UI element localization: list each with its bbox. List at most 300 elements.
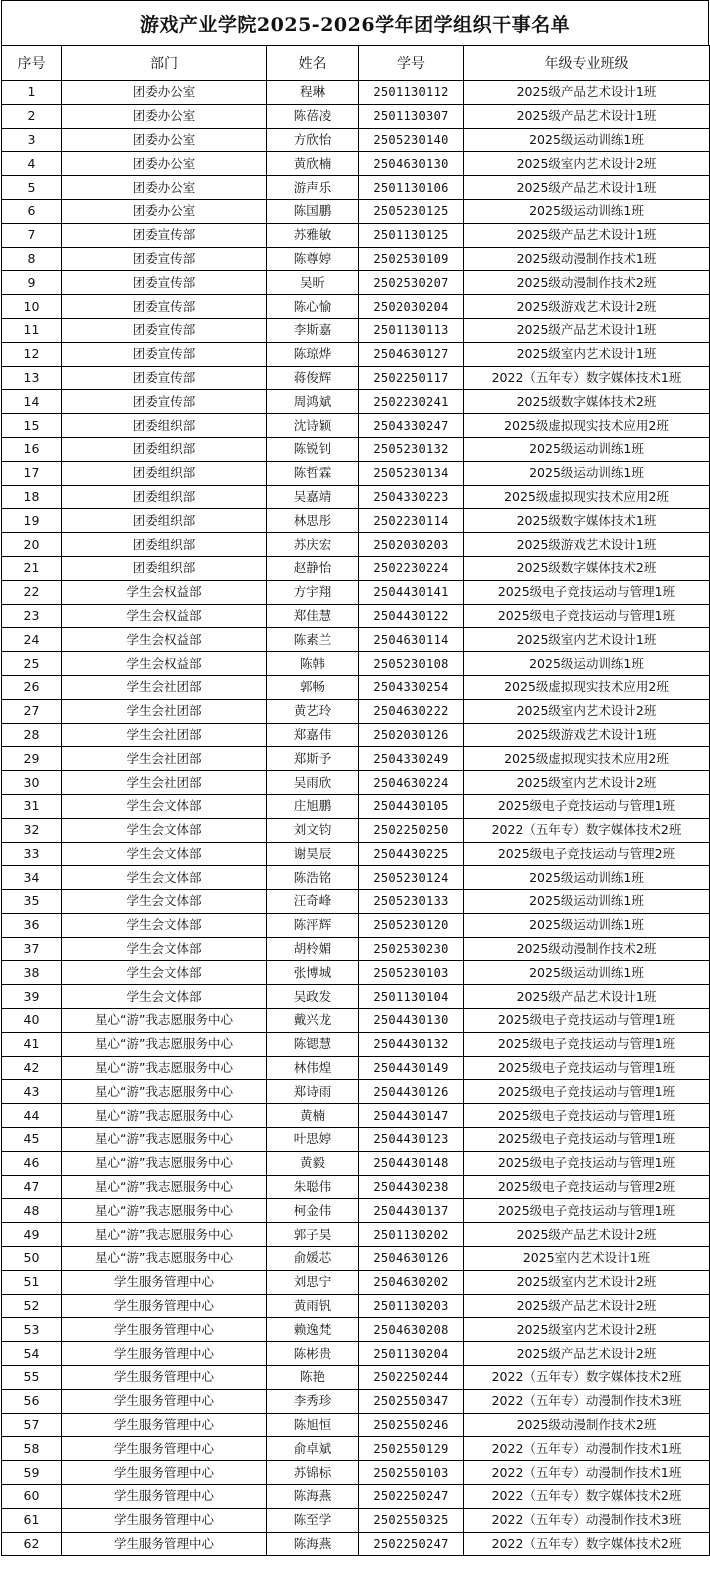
cell-department: 学生服务管理中心 (62, 1318, 267, 1342)
table-row (2, 818, 710, 842)
cell-class: 2025级产品艺术设计2班 (464, 1223, 710, 1247)
cell-index: 33 (2, 842, 62, 866)
table-row (2, 1342, 710, 1366)
cell-class: 2022（五年专）动漫制作技术1班 (464, 1461, 710, 1485)
cell-index: 7 (2, 223, 62, 247)
cell-name: 沈诗颖 (267, 414, 359, 438)
cell-index: 20 (2, 533, 62, 557)
table-row (2, 1151, 710, 1175)
cell-class: 2022（五年专）动漫制作技术3班 (464, 1389, 710, 1413)
table-row (2, 1270, 710, 1294)
cell-index: 52 (2, 1294, 62, 1318)
cell-name: 陈尊婷 (267, 247, 359, 271)
cell-index: 40 (2, 1009, 62, 1033)
cell-department: 团委办公室 (62, 152, 267, 176)
cell-name: 汪奇峰 (267, 890, 359, 914)
cell-name: 吴雨欣 (267, 771, 359, 795)
cell-department: 学生会社团部 (62, 771, 267, 795)
cell-name: 陈国鹏 (267, 199, 359, 223)
cell-student-id: 2504630202 (359, 1270, 464, 1294)
cell-name: 方宇翔 (267, 580, 359, 604)
cell-class: 2025室内艺术设计1班 (464, 1247, 710, 1271)
cell-department: 学生服务管理中心 (62, 1485, 267, 1509)
cell-department: 学生会文体部 (62, 842, 267, 866)
table-row (2, 699, 710, 723)
table-row (2, 1318, 710, 1342)
cell-department: 学生服务管理中心 (62, 1270, 267, 1294)
cell-index: 47 (2, 1175, 62, 1199)
cell-department: 星心“游”我志愿服务中心 (62, 1247, 267, 1271)
cell-name: 陈彬贵 (267, 1342, 359, 1366)
cell-index: 55 (2, 1366, 62, 1390)
table-row (2, 937, 710, 961)
cell-student-id: 2501130307 (359, 104, 464, 128)
cell-class: 2025级游戏艺术设计2班 (464, 295, 710, 319)
cell-class: 2025级运动训练1班 (464, 461, 710, 485)
cell-index: 34 (2, 866, 62, 890)
cell-student-id: 2502550129 (359, 1437, 464, 1461)
table-row (2, 461, 710, 485)
cell-department: 星心“游”我志愿服务中心 (62, 1056, 267, 1080)
cell-class: 2025级电子竞技运动与管理1班 (464, 1104, 710, 1128)
table-row (2, 913, 710, 937)
table-row (2, 1461, 710, 1485)
cell-student-id: 2502030204 (359, 295, 464, 319)
cell-index: 35 (2, 890, 62, 914)
cell-name: 陈海燕 (267, 1532, 359, 1556)
cell-name: 陈锶慧 (267, 1032, 359, 1056)
table-row (2, 628, 710, 652)
cell-department: 团委办公室 (62, 199, 267, 223)
cell-class: 2025级室内艺术设计2班 (464, 152, 710, 176)
cell-student-id: 2504430122 (359, 604, 464, 628)
cell-name: 郑诗雨 (267, 1080, 359, 1104)
cell-department: 团委宣传部 (62, 223, 267, 247)
cell-name: 陈琼烨 (267, 342, 359, 366)
cell-name: 游声乐 (267, 176, 359, 200)
cell-department: 学生会文体部 (62, 890, 267, 914)
cell-student-id: 2502530109 (359, 247, 464, 271)
table-row (2, 1485, 710, 1509)
cell-class: 2025级虚拟现实技术应用2班 (464, 747, 710, 771)
cell-student-id: 2502250247 (359, 1485, 464, 1509)
cell-class: 2025级产品艺术设计1班 (464, 176, 710, 200)
header-class: 年级专业班级 (464, 46, 710, 81)
cell-department: 学生服务管理中心 (62, 1366, 267, 1390)
cell-index: 8 (2, 247, 62, 271)
cell-index: 53 (2, 1318, 62, 1342)
cell-student-id: 2504630114 (359, 628, 464, 652)
table-row (2, 342, 710, 366)
table-row (2, 1413, 710, 1437)
cell-department: 学生会文体部 (62, 913, 267, 937)
cell-department: 团委宣传部 (62, 318, 267, 342)
cell-student-id: 2501130104 (359, 985, 464, 1009)
table-row (2, 152, 710, 176)
table-row (2, 1175, 710, 1199)
cell-student-id: 2504630130 (359, 152, 464, 176)
table-row (2, 580, 710, 604)
cell-class: 2025级动漫制作技术2班 (464, 937, 710, 961)
cell-index: 15 (2, 414, 62, 438)
cell-index: 24 (2, 628, 62, 652)
cell-index: 41 (2, 1032, 62, 1056)
cell-index: 23 (2, 604, 62, 628)
cell-student-id: 2504430149 (359, 1056, 464, 1080)
table-row (2, 747, 710, 771)
cell-department: 学生会权益部 (62, 628, 267, 652)
cell-student-id: 2505230120 (359, 913, 464, 937)
cell-name: 苏锦标 (267, 1461, 359, 1485)
table-row (2, 1056, 710, 1080)
cell-class: 2025级电子竞技运动与管理2班 (464, 842, 710, 866)
cell-name: 刘文钧 (267, 818, 359, 842)
cell-department: 星心“游”我志愿服务中心 (62, 1128, 267, 1152)
cell-department: 团委办公室 (62, 81, 267, 105)
cell-student-id: 2502250247 (359, 1532, 464, 1556)
header-row (2, 46, 710, 81)
cell-class: 2025级运动训练1班 (464, 128, 710, 152)
cell-class: 2025级运动训练1班 (464, 890, 710, 914)
cell-class: 2025级运动训练1班 (464, 913, 710, 937)
cell-student-id: 2501130204 (359, 1342, 464, 1366)
cell-class: 2025级电子竞技运动与管理1班 (464, 1080, 710, 1104)
cell-name: 刘思宁 (267, 1270, 359, 1294)
cell-index: 29 (2, 747, 62, 771)
cell-department: 团委组织部 (62, 556, 267, 580)
cell-class: 2025级动漫制作技术1班 (464, 247, 710, 271)
cell-department: 星心“游”我志愿服务中心 (62, 1151, 267, 1175)
cell-department: 团委组织部 (62, 414, 267, 438)
table-row (2, 509, 710, 533)
table-row (2, 1247, 710, 1271)
cell-index: 59 (2, 1461, 62, 1485)
cell-class: 2022（五年专）数字媒体技术2班 (464, 1366, 710, 1390)
cell-class: 2025级数字媒体技术1班 (464, 509, 710, 533)
cell-student-id: 2505230134 (359, 461, 464, 485)
cell-name: 俞媛芯 (267, 1247, 359, 1271)
cell-name: 林思彤 (267, 509, 359, 533)
cell-class: 2025级产品艺术设计1班 (464, 985, 710, 1009)
cell-name: 黄艺玲 (267, 699, 359, 723)
cell-department: 学生会权益部 (62, 652, 267, 676)
cell-department: 学生会文体部 (62, 985, 267, 1009)
cell-class: 2025级运动训练1班 (464, 437, 710, 461)
cell-name: 苏雅敏 (267, 223, 359, 247)
cell-name: 俞卓斌 (267, 1437, 359, 1461)
cell-department: 学生会社团部 (62, 675, 267, 699)
cell-index: 61 (2, 1508, 62, 1532)
cell-department: 团委组织部 (62, 509, 267, 533)
table-row (2, 652, 710, 676)
cell-department: 团委组织部 (62, 461, 267, 485)
table-row (2, 556, 710, 580)
cell-name: 李秀珍 (267, 1389, 359, 1413)
cell-student-id: 2502250117 (359, 366, 464, 390)
table-row (2, 1294, 710, 1318)
cell-student-id: 2505230103 (359, 961, 464, 985)
roster-body (2, 81, 710, 1556)
cell-department: 团委组织部 (62, 533, 267, 557)
cell-index: 42 (2, 1056, 62, 1080)
cell-class: 2025级电子竞技运动与管理1班 (464, 1056, 710, 1080)
cell-class: 2025级电子竞技运动与管理2班 (464, 1175, 710, 1199)
cell-name: 郭子昊 (267, 1223, 359, 1247)
table-row (2, 1223, 710, 1247)
table-row (2, 1128, 710, 1152)
cell-department: 星心“游”我志愿服务中心 (62, 1199, 267, 1223)
roster-table (1, 45, 710, 1556)
cell-department: 团委办公室 (62, 128, 267, 152)
cell-student-id: 2505230132 (359, 437, 464, 461)
table-row (2, 985, 710, 1009)
cell-student-id: 2505230140 (359, 128, 464, 152)
cell-class: 2025级产品艺术设计1班 (464, 318, 710, 342)
cell-student-id: 2504430105 (359, 794, 464, 818)
cell-index: 9 (2, 271, 62, 295)
cell-class: 2022（五年专）数字媒体技术2班 (464, 1485, 710, 1509)
cell-index: 57 (2, 1413, 62, 1437)
cell-class: 2025级游戏艺术设计1班 (464, 533, 710, 557)
cell-department: 团委宣传部 (62, 247, 267, 271)
cell-index: 37 (2, 937, 62, 961)
cell-student-id: 2501130202 (359, 1223, 464, 1247)
cell-class: 2025级运动训练1班 (464, 961, 710, 985)
table-row (2, 295, 710, 319)
cell-index: 1 (2, 81, 62, 105)
cell-student-id: 2502250250 (359, 818, 464, 842)
cell-index: 31 (2, 794, 62, 818)
cell-name: 吴嘉靖 (267, 485, 359, 509)
cell-index: 58 (2, 1437, 62, 1461)
cell-student-id: 2502550103 (359, 1461, 464, 1485)
cell-index: 51 (2, 1270, 62, 1294)
cell-student-id: 2502030126 (359, 723, 464, 747)
cell-department: 团委宣传部 (62, 295, 267, 319)
cell-name: 郭畅 (267, 675, 359, 699)
sheet-title: 游戏产业学院2025-2026学年团学组织干事名单 (1, 0, 709, 45)
cell-class: 2025级电子竞技运动与管理1班 (464, 580, 710, 604)
cell-index: 62 (2, 1532, 62, 1556)
cell-student-id: 2502230114 (359, 509, 464, 533)
cell-index: 48 (2, 1199, 62, 1223)
cell-index: 36 (2, 913, 62, 937)
cell-class: 2025级室内艺术设计2班 (464, 699, 710, 723)
cell-student-id: 2504630222 (359, 699, 464, 723)
table-row (2, 271, 710, 295)
cell-name: 郑佳慧 (267, 604, 359, 628)
cell-student-id: 2502530207 (359, 271, 464, 295)
cell-student-id: 2504430130 (359, 1009, 464, 1033)
cell-name: 胡柃媚 (267, 937, 359, 961)
cell-class: 2022（五年专）动漫制作技术3班 (464, 1508, 710, 1532)
cell-index: 25 (2, 652, 62, 676)
table-row (2, 104, 710, 128)
cell-name: 赵静怡 (267, 556, 359, 580)
cell-department: 星心“游”我志愿服务中心 (62, 1009, 267, 1033)
table-row (2, 1009, 710, 1033)
table-row (2, 366, 710, 390)
cell-student-id: 2504330254 (359, 675, 464, 699)
cell-name: 郑嘉伟 (267, 723, 359, 747)
cell-name: 陈蓓凌 (267, 104, 359, 128)
cell-class: 2025级室内艺术设计2班 (464, 1270, 710, 1294)
cell-department: 学生会社团部 (62, 723, 267, 747)
table-row (2, 81, 710, 105)
cell-class: 2025级运动训练1班 (464, 866, 710, 890)
cell-class: 2022（五年专）数字媒体技术2班 (464, 818, 710, 842)
cell-name: 黄毅 (267, 1151, 359, 1175)
table-row (2, 604, 710, 628)
cell-name: 陈海燕 (267, 1485, 359, 1509)
cell-department: 星心“游”我志愿服务中心 (62, 1032, 267, 1056)
cell-index: 49 (2, 1223, 62, 1247)
cell-department: 学生服务管理中心 (62, 1389, 267, 1413)
cell-department: 学生服务管理中心 (62, 1437, 267, 1461)
cell-name: 周鸿斌 (267, 390, 359, 414)
cell-index: 30 (2, 771, 62, 795)
cell-department: 学生会社团部 (62, 699, 267, 723)
table-row (2, 1532, 710, 1556)
cell-student-id: 2502550347 (359, 1389, 464, 1413)
cell-index: 39 (2, 985, 62, 1009)
table-row (2, 176, 710, 200)
table-row (2, 961, 710, 985)
cell-class: 2025级室内艺术设计1班 (464, 628, 710, 652)
cell-department: 团委宣传部 (62, 271, 267, 295)
cell-student-id: 2504430225 (359, 842, 464, 866)
cell-name: 陈锐钊 (267, 437, 359, 461)
cell-index: 46 (2, 1151, 62, 1175)
table-row (2, 866, 710, 890)
cell-department: 学生服务管理中心 (62, 1508, 267, 1532)
cell-student-id: 2505230124 (359, 866, 464, 890)
cell-student-id: 2501130106 (359, 176, 464, 200)
cell-student-id: 2501130113 (359, 318, 464, 342)
cell-index: 32 (2, 818, 62, 842)
cell-department: 学生服务管理中心 (62, 1532, 267, 1556)
cell-name: 陈艳 (267, 1366, 359, 1390)
cell-class: 2025级虚拟现实技术应用2班 (464, 414, 710, 438)
cell-department: 学生会权益部 (62, 604, 267, 628)
table-row (2, 723, 710, 747)
cell-name: 蒋俊辉 (267, 366, 359, 390)
cell-index: 4 (2, 152, 62, 176)
cell-student-id: 2505230125 (359, 199, 464, 223)
cell-department: 学生服务管理中心 (62, 1461, 267, 1485)
cell-student-id: 2504430132 (359, 1032, 464, 1056)
cell-class: 2025级电子竞技运动与管理1班 (464, 1032, 710, 1056)
cell-student-id: 2502250244 (359, 1366, 464, 1390)
cell-index: 12 (2, 342, 62, 366)
table-row (2, 414, 710, 438)
cell-class: 2025级运动训练1班 (464, 652, 710, 676)
header-department: 部门 (62, 46, 267, 81)
cell-index: 56 (2, 1389, 62, 1413)
cell-name: 苏庆宏 (267, 533, 359, 557)
cell-class: 2022（五年专）动漫制作技术1班 (464, 1437, 710, 1461)
cell-name: 黄欣楠 (267, 152, 359, 176)
cell-index: 43 (2, 1080, 62, 1104)
cell-index: 50 (2, 1247, 62, 1271)
cell-department: 学生服务管理中心 (62, 1294, 267, 1318)
cell-class: 2025级动漫制作技术2班 (464, 271, 710, 295)
roster-sheet (1, 0, 709, 1556)
table-row (2, 1104, 710, 1128)
cell-name: 赖逸梵 (267, 1318, 359, 1342)
cell-class: 2025级数字媒体技术2班 (464, 390, 710, 414)
cell-student-id: 2504430238 (359, 1175, 464, 1199)
cell-student-id: 2504330223 (359, 485, 464, 509)
cell-index: 45 (2, 1128, 62, 1152)
cell-index: 5 (2, 176, 62, 200)
cell-class: 2025级室内艺术设计2班 (464, 771, 710, 795)
table-row (2, 390, 710, 414)
cell-name: 吴昕 (267, 271, 359, 295)
table-row (2, 1389, 710, 1413)
cell-class: 2025级产品艺术设计2班 (464, 1294, 710, 1318)
table-row (2, 794, 710, 818)
cell-class: 2025级电子竞技运动与管理1班 (464, 794, 710, 818)
cell-name: 李斯嘉 (267, 318, 359, 342)
cell-index: 60 (2, 1485, 62, 1509)
cell-class: 2025级产品艺术设计1班 (464, 81, 710, 105)
cell-name: 陈至学 (267, 1508, 359, 1532)
table-row (2, 199, 710, 223)
cell-name: 张博城 (267, 961, 359, 985)
header-student-id: 学号 (359, 46, 464, 81)
cell-index: 11 (2, 318, 62, 342)
cell-class: 2025级数字媒体技术2班 (464, 556, 710, 580)
cell-index: 13 (2, 366, 62, 390)
cell-department: 学生会权益部 (62, 580, 267, 604)
cell-student-id: 2502030203 (359, 533, 464, 557)
cell-name: 吴政发 (267, 985, 359, 1009)
cell-student-id: 2504330247 (359, 414, 464, 438)
cell-class: 2022（五年专）数字媒体技术1班 (464, 366, 710, 390)
cell-student-id: 2502550325 (359, 1508, 464, 1532)
cell-department: 学生服务管理中心 (62, 1342, 267, 1366)
cell-index: 2 (2, 104, 62, 128)
cell-index: 27 (2, 699, 62, 723)
cell-student-id: 2504630208 (359, 1318, 464, 1342)
cell-class: 2025级虚拟现实技术应用2班 (464, 485, 710, 509)
cell-class: 2025级动漫制作技术2班 (464, 1413, 710, 1437)
cell-class: 2025级电子竞技运动与管理1班 (464, 1199, 710, 1223)
cell-index: 10 (2, 295, 62, 319)
cell-index: 26 (2, 675, 62, 699)
table-row (2, 1508, 710, 1532)
cell-class: 2025级室内艺术设计2班 (464, 1318, 710, 1342)
cell-name: 陈浩铭 (267, 866, 359, 890)
cell-student-id: 2504630224 (359, 771, 464, 795)
table-row (2, 890, 710, 914)
cell-name: 黄楠 (267, 1104, 359, 1128)
cell-class: 2025级产品艺术设计1班 (464, 104, 710, 128)
table-row (2, 1366, 710, 1390)
table-row (2, 437, 710, 461)
cell-department: 团委宣传部 (62, 390, 267, 414)
cell-class: 2025级产品艺术设计2班 (464, 1342, 710, 1366)
cell-name: 陈泙辉 (267, 913, 359, 937)
cell-name: 叶思婷 (267, 1128, 359, 1152)
cell-class: 2025级电子竞技运动与管理1班 (464, 604, 710, 628)
cell-class: 2025级电子竞技运动与管理1班 (464, 1128, 710, 1152)
cell-student-id: 2505230108 (359, 652, 464, 676)
cell-class: 2022（五年专）数字媒体技术2班 (464, 1532, 710, 1556)
table-row (2, 318, 710, 342)
table-row (2, 1437, 710, 1461)
